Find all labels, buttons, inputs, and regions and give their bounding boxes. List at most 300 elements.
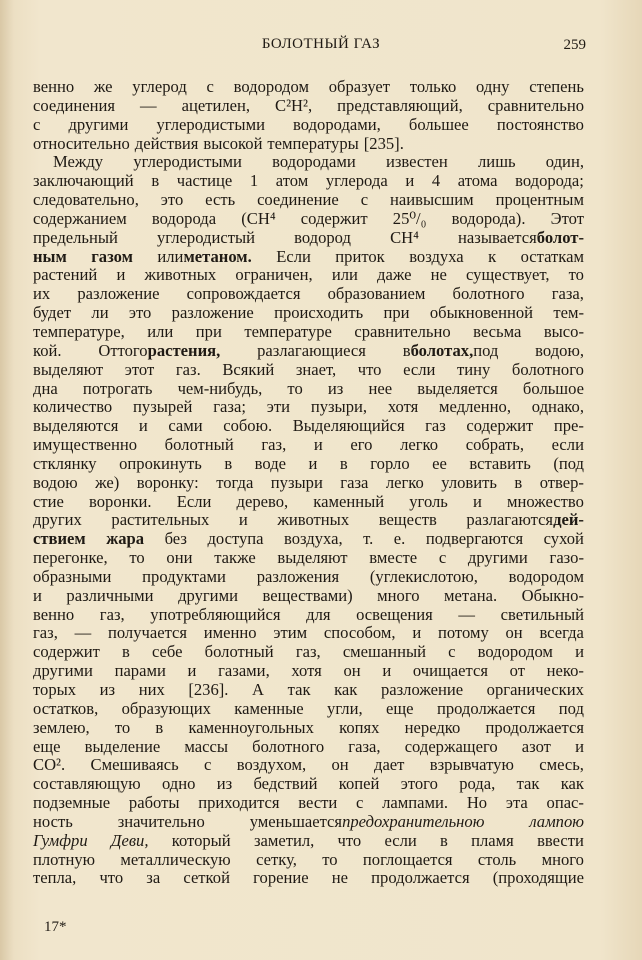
word: углерода	[325, 171, 388, 191]
text-line	[33, 869, 584, 888]
word: температуре	[244, 321, 332, 341]
word: них	[138, 680, 165, 699]
word: есть	[205, 190, 236, 210]
word: пре-	[553, 416, 584, 436]
word: водородом	[477, 642, 553, 662]
word: уголь	[409, 491, 448, 511]
word: болотного	[252, 736, 325, 756]
word: с	[438, 548, 447, 568]
word: сопровождается	[186, 284, 301, 304]
word: болотный	[164, 435, 234, 455]
word: уловить	[441, 472, 497, 492]
word: другими	[68, 114, 129, 134]
word: выделяют	[33, 359, 104, 379]
page-header	[0, 36, 642, 58]
word: пузыри,	[310, 397, 368, 417]
word: или	[147, 321, 174, 341]
word: водородом	[233, 77, 309, 96]
word: лишь	[478, 152, 516, 172]
word: с	[204, 755, 212, 775]
text-line	[33, 738, 584, 757]
text-line	[33, 436, 584, 455]
word: Этот	[550, 208, 584, 228]
word: в	[122, 642, 130, 662]
text-line	[33, 323, 584, 342]
word: водородом	[508, 566, 584, 586]
word: CO².	[33, 755, 66, 775]
word: венно	[33, 77, 75, 96]
word: торых	[33, 680, 77, 699]
word: газ,	[33, 623, 58, 643]
word: копей	[338, 774, 380, 794]
word: жара	[106, 529, 145, 549]
word: однако,	[531, 397, 584, 417]
word: водорода).	[451, 208, 526, 228]
word: тепла,	[33, 868, 77, 888]
text-line	[33, 530, 584, 549]
word: образными	[33, 566, 112, 586]
word: пузырей	[133, 397, 193, 417]
word: другими	[33, 661, 93, 681]
word: е.	[393, 529, 406, 549]
word: с	[206, 77, 214, 96]
word: азот	[521, 736, 551, 756]
text-line	[33, 266, 584, 285]
word: температуре,	[33, 321, 125, 341]
word: разлагающиеся	[257, 340, 366, 360]
text-line	[33, 285, 584, 304]
word: перегонке,	[33, 548, 108, 568]
word: его	[350, 435, 373, 455]
word: газ	[425, 416, 446, 436]
word: если	[403, 359, 436, 379]
word: потрогать	[82, 378, 153, 398]
word: и	[308, 453, 318, 473]
text-line	[33, 643, 584, 662]
word: веществ	[378, 510, 437, 530]
word: также	[214, 548, 256, 568]
word: остатков,	[33, 698, 99, 718]
word: уменьшаетсяпредохранительною	[249, 811, 485, 831]
word: один,	[545, 152, 584, 172]
word: то	[287, 378, 303, 398]
word: же	[93, 77, 113, 96]
word: венно	[33, 604, 75, 624]
word: ограничен,	[235, 265, 313, 285]
word: множество	[507, 491, 584, 511]
word: отвер-	[539, 472, 584, 492]
word: дна	[33, 378, 58, 398]
word: газа;	[213, 397, 246, 417]
word: Если	[176, 491, 212, 511]
word: из	[99, 680, 116, 699]
word: он	[343, 661, 361, 681]
word: дерево,	[236, 491, 289, 511]
word: называетсяболот-	[458, 227, 584, 247]
word: разложение	[380, 680, 464, 699]
word: содержит	[33, 642, 100, 662]
word: только	[409, 77, 457, 96]
word: количество	[33, 397, 113, 417]
word: метана.	[444, 585, 498, 605]
word: Деви,	[110, 830, 149, 850]
word: содержащего	[404, 736, 498, 756]
word: взрывчатую	[429, 755, 514, 775]
text-line	[33, 549, 584, 568]
word: газа,	[551, 284, 584, 304]
word: за	[146, 868, 161, 888]
word: других	[33, 510, 82, 530]
word: газа,	[348, 736, 381, 756]
word: [236].	[188, 680, 229, 699]
word: из	[216, 774, 233, 794]
word: это	[128, 303, 152, 323]
word: дает	[374, 755, 405, 775]
word: каменный	[313, 491, 385, 511]
word: содержанием	[33, 208, 127, 228]
word: неко-	[546, 661, 584, 681]
word: при	[195, 321, 222, 341]
word: продолжается	[371, 868, 470, 888]
text-line	[33, 756, 584, 775]
word: (проходящие	[492, 868, 584, 888]
word: с	[33, 114, 41, 134]
word: очищается	[412, 661, 488, 681]
word: это	[160, 190, 184, 210]
word: бедствий	[253, 774, 318, 794]
word: хотя	[387, 397, 419, 417]
text-line	[33, 568, 584, 587]
word: ность	[33, 811, 73, 831]
word: каменные	[234, 698, 304, 718]
word: другими	[467, 548, 528, 568]
word: предельный	[33, 227, 118, 247]
word: нередко	[404, 717, 461, 737]
word: газ.	[175, 359, 201, 379]
text-line	[33, 775, 584, 794]
text-line	[33, 97, 584, 116]
body-text	[33, 78, 584, 888]
word: всегда	[539, 623, 584, 643]
word: выделяют	[277, 548, 348, 568]
word: температуры	[267, 133, 359, 153]
word: будет	[33, 303, 72, 323]
word: и	[405, 171, 415, 191]
word: то	[568, 265, 584, 285]
word: илиметаном.	[157, 246, 252, 266]
text-line	[33, 474, 584, 493]
word: содержит	[300, 208, 368, 228]
word: C²H²,	[275, 95, 313, 115]
word: болотный	[204, 642, 274, 662]
word: болотного	[452, 284, 525, 304]
word: и	[187, 661, 197, 681]
word: который	[171, 830, 231, 850]
word: рода,	[459, 774, 496, 794]
text-line	[33, 662, 584, 681]
word: или	[331, 265, 358, 285]
word: относительно	[33, 133, 130, 153]
word: тину	[457, 359, 491, 379]
word: веществами)	[262, 585, 353, 605]
word: животных	[277, 510, 350, 530]
word: сетку,	[256, 849, 297, 869]
word: ствием	[33, 529, 86, 549]
word: приходится	[198, 793, 280, 813]
text-line	[33, 78, 584, 97]
word: частице	[176, 171, 233, 191]
word: вести	[298, 793, 338, 813]
word: значительно	[117, 811, 205, 831]
word: горение	[253, 868, 309, 888]
word: эта	[505, 793, 528, 813]
text-line	[33, 493, 584, 512]
word: степень	[529, 77, 584, 96]
word: 4	[431, 171, 441, 191]
word: сухой	[543, 529, 584, 549]
word: процентным	[495, 190, 584, 210]
word: —	[458, 604, 476, 624]
word: потому	[437, 623, 489, 643]
word: смесь,	[539, 755, 584, 775]
word: лампою	[529, 811, 584, 831]
word: плотную	[33, 849, 96, 869]
word: растений	[33, 265, 98, 285]
word: легко	[400, 435, 439, 455]
word: смешанный	[342, 642, 426, 662]
word: как	[334, 680, 358, 699]
text-line	[33, 417, 584, 436]
word: от	[509, 661, 525, 681]
word: выделяется	[417, 378, 498, 398]
word: он	[505, 623, 523, 643]
word: представляющий,	[337, 95, 463, 115]
word: что	[337, 830, 362, 850]
word: сравнительно	[354, 321, 451, 341]
word: продуктами	[142, 566, 226, 586]
word: разлагаютсядей-	[466, 510, 584, 530]
word: стклянку	[33, 453, 97, 473]
word: выделяются	[33, 416, 119, 436]
word: освещения	[356, 604, 433, 624]
page-number: 259	[563, 37, 586, 53]
word: кой.	[33, 340, 62, 360]
word: в	[155, 717, 164, 737]
signature-mark: 17*	[44, 919, 67, 935]
text-line	[33, 794, 584, 813]
word: различными	[66, 585, 154, 605]
word: ным	[33, 246, 67, 266]
text-line	[33, 191, 584, 210]
word: себе	[151, 642, 183, 662]
word: образует	[328, 77, 391, 96]
word: содержит	[466, 416, 534, 436]
word: опрокинуть	[119, 453, 202, 473]
word: тогда	[216, 472, 254, 492]
word: водород	[294, 227, 351, 247]
word: к	[488, 246, 497, 266]
word: водою	[33, 472, 78, 492]
word: в	[224, 453, 233, 473]
text-line	[33, 153, 584, 172]
word: вставить	[469, 453, 531, 473]
word: столь	[477, 849, 517, 869]
word: составляющую	[33, 774, 141, 794]
word: одно	[161, 774, 196, 794]
word: обыкновенной	[429, 303, 534, 323]
word: воде	[254, 453, 287, 473]
word: газами,	[218, 661, 270, 681]
word: их	[33, 284, 51, 304]
word: без	[164, 529, 187, 549]
word: и	[116, 265, 126, 285]
word: много	[541, 849, 584, 869]
word: парами	[114, 661, 166, 681]
word: (CH⁴	[241, 208, 276, 228]
word: т.	[363, 529, 374, 549]
word: этого	[400, 774, 438, 794]
word: образующих	[121, 698, 211, 718]
word: вболотах,под	[402, 340, 499, 360]
word: остаткам	[520, 246, 584, 266]
word: известен	[385, 152, 448, 172]
word: Обыкно-	[521, 585, 584, 605]
word: так	[287, 680, 311, 699]
word: газ,	[99, 604, 125, 624]
word: и	[575, 736, 584, 756]
word: —	[74, 623, 92, 643]
word: то	[322, 849, 338, 869]
word: поглощается	[362, 849, 453, 869]
word: ли	[91, 303, 109, 323]
word: даже	[377, 265, 412, 285]
word: воздуха	[409, 246, 464, 266]
text-line	[33, 380, 584, 399]
word: то	[129, 548, 145, 568]
word: для	[306, 604, 331, 624]
word: стие	[33, 491, 64, 511]
word: углеродистыми	[133, 152, 242, 172]
word: собою.	[223, 416, 273, 436]
word: и	[575, 642, 584, 662]
word: водорода	[151, 208, 217, 228]
word: и	[138, 416, 148, 436]
word: угли,	[327, 698, 363, 718]
word: опас-	[546, 793, 584, 813]
word: в	[151, 171, 160, 191]
word: 25⁰/₀	[392, 208, 427, 228]
word: действия	[134, 133, 199, 153]
word: подвергаются	[425, 529, 524, 549]
word: воздуха,	[284, 529, 343, 549]
word: водорода;	[515, 171, 584, 191]
word: много	[377, 585, 420, 605]
word: газ,	[295, 642, 321, 662]
word: приток	[335, 246, 385, 266]
word: постоянство	[496, 114, 584, 134]
word: большее	[408, 114, 469, 134]
running-title: БОЛОТНЫЙ ГАЗ	[261, 36, 381, 52]
word: в	[339, 453, 348, 473]
word: разложения	[256, 566, 340, 586]
word: заключающий	[33, 171, 134, 191]
word: CH⁴	[390, 227, 419, 247]
text-line	[33, 813, 584, 832]
text-line	[33, 832, 584, 851]
word: способом,	[323, 623, 396, 643]
text-line	[33, 851, 584, 870]
word: нее	[368, 378, 393, 398]
word: знает,	[295, 359, 337, 379]
word: воронки.	[89, 491, 152, 511]
word: они	[166, 548, 193, 568]
text-line	[33, 304, 584, 323]
word: еще	[386, 698, 414, 718]
word: и	[33, 585, 42, 605]
word: еще	[33, 736, 61, 756]
word: именно	[203, 623, 257, 643]
word: получается	[107, 623, 188, 643]
word: не	[430, 265, 447, 285]
text-line	[33, 624, 584, 643]
word: если	[384, 830, 417, 850]
word: чем-нибудь,	[177, 378, 263, 398]
word: и	[238, 510, 248, 530]
word: сравнительно	[487, 95, 584, 115]
word: и	[473, 491, 482, 511]
word: пламя	[471, 830, 514, 850]
word: массы	[184, 736, 229, 756]
word: медленно,	[439, 397, 511, 417]
word: хотя	[291, 661, 322, 681]
text-line	[33, 606, 584, 625]
word: образованием	[327, 284, 426, 304]
word: подземные	[33, 793, 111, 813]
word: Но	[466, 793, 488, 813]
word: с	[448, 642, 456, 662]
word: другими	[178, 585, 238, 605]
word: Между	[53, 152, 104, 172]
word: из	[327, 378, 344, 398]
word: при	[383, 303, 410, 323]
word: водородами,	[293, 114, 381, 134]
word: вместе	[369, 548, 418, 568]
word: выделение	[84, 736, 161, 756]
word: продолжается	[436, 698, 536, 718]
word: водородами	[272, 152, 356, 172]
text-line	[33, 361, 584, 380]
word: воздухом,	[236, 755, 307, 775]
word: Если	[276, 246, 311, 266]
word: доступа	[207, 529, 264, 549]
word: эти	[266, 397, 291, 417]
word: он	[331, 755, 349, 775]
word: высо-	[543, 321, 584, 341]
word: газом	[91, 246, 133, 266]
word: имущественно	[33, 435, 138, 455]
word: углерод	[132, 77, 187, 96]
word: [235].	[363, 133, 404, 153]
text-line	[33, 135, 584, 154]
word: и	[313, 435, 323, 455]
word: заметил,	[253, 830, 315, 850]
word: то	[114, 717, 131, 737]
word: с	[356, 793, 364, 813]
word: в	[514, 472, 523, 492]
word: так	[516, 774, 540, 794]
text-line	[33, 511, 584, 530]
word: животных	[144, 265, 217, 285]
